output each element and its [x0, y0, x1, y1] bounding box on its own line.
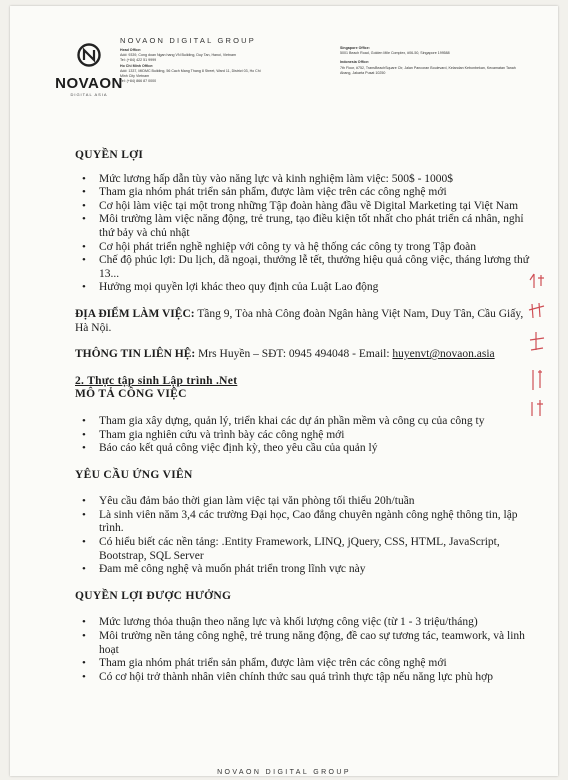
list-item: • Đam mê công nghệ và muốn phát triển trong lĩnh vực này: [75, 563, 535, 577]
list-item: • Tham gia nghiên cứu và trình bày các công nghệ mới: [75, 429, 535, 443]
list-item: • Tham gia nhóm phát triển sản phẩm, được làm việc trên các công nghệ mới: [75, 186, 535, 200]
job-benefits-list: [75, 616, 535, 684]
office-title: Ho Chi Minh Office:: [120, 63, 154, 68]
company-name: NOVAON DIGITAL GROUP: [120, 36, 256, 45]
benefits-heading: QUYỀN LỢI: [75, 149, 144, 161]
office-line: 7th Floor, #752, TransBeachSquare Ctr, Jalan Pancoran Boulevard, Kelandan Kebonbekan, Kecamatan Tanah: [340, 65, 516, 70]
list-item: • Môi trường nền tảng công nghệ, trẻ trung năng động, đề cao sự tương tác, teamwork, và linh hoạt: [75, 630, 535, 657]
office-line: Tel: (+84) 422 51 9999: [120, 58, 157, 63]
document-body: [75, 149, 535, 684]
list-item: • Môi trường làm việc năng động, trẻ trung, tạo điều kiện tốt nhất cho phát triển cá nhân, nghỉ thứ bảy và chủ nhật: [75, 213, 535, 240]
list-item: • Có cơ hội trở thành nhân viên chính thức sau quá trình thực tập nếu năng lực phù hợp: [75, 671, 535, 685]
list-item: • Là sinh viên năm 3,4 các trường Đại học, Cao đẳng chuyên ngành công nghệ thông tin, lập trình.: [75, 509, 535, 536]
benefits-list: [75, 173, 535, 295]
footer-company-name: NOVAON DIGITAL GROUP: [217, 769, 351, 776]
office-line: Minh City Vietnam: [120, 74, 150, 79]
job-description-list: [75, 415, 535, 456]
job-description-heading: MÔ TẢ CÔNG VIỆC: [75, 388, 187, 401]
list-item: • Hưởng mọi quyền lợi khác theo quy định của Luật Lao động: [75, 281, 535, 295]
document-page: [10, 6, 558, 776]
list-item: • Mức lương thỏa thuận theo năng lực và khối lượng công việc (từ 1 - 3 triệu/tháng): [75, 616, 535, 630]
work-location: [75, 308, 535, 335]
office-addresses-right: [340, 46, 530, 76]
office-line: Tel: (+84) 866 87 0000: [120, 79, 157, 84]
list-item: • Cơ hội phát triển nghề nghiệp với công ty và hệ thống các công ty trong Tập đoàn: [75, 241, 535, 255]
logo-name: NOVAON: [55, 75, 123, 92]
contact-label: THÔNG TIN LIÊN HỆ:: [75, 348, 196, 361]
contact-value: Mrs Huyền – SĐT: 0945 494048 - Email:: [198, 348, 390, 361]
contact-email-link[interactable]: huyenvt@novaon.asia: [392, 348, 495, 361]
list-item: • Tham gia nhóm phát triển sản phẩm, được làm việc trên các công nghệ mới: [75, 657, 535, 671]
list-item: • Cơ hội làm việc tại một trong những Tập đoàn hàng đầu về Digital Marketing tại Việt Nam: [75, 200, 535, 214]
office-line: Abang, Jakarta Pusat 10250: [340, 70, 386, 75]
requirements-heading: YÊU CẦU ỨNG VIÊN: [75, 468, 193, 481]
list-item: • Mức lương hấp dẫn tùy vào năng lực và kinh nghiệm làm việc: 500$ - 1000$: [75, 173, 535, 187]
work-location-label: ĐỊA ĐIỂM LÀM VIỆC:: [75, 307, 195, 320]
office-title: Head Office:: [120, 48, 142, 52]
job-benefits-heading: QUYỀN LỢI ĐƯỢC HƯỞNG: [75, 589, 232, 602]
office-line: 5001 Beach Road, Golden Mile Complex, #06-50, Singapore 199588: [340, 51, 450, 56]
job-title: 2. Thực tập sinh Lập trình .Net: [75, 374, 238, 387]
requirements-list: [75, 495, 535, 577]
office-addresses-left: [120, 48, 310, 84]
novaon-logo-icon: [76, 42, 102, 68]
list-item: • Tham gia xây dựng, quản lý, triển khai các dự án phần mềm và công cụ của công ty: [75, 415, 535, 429]
list-item: • Có hiểu biết các nền tảng: .Entity Framework, LINQ, jQuery, CSS, HTML, JavaScript, Bootstrap, SQL Server: [75, 536, 535, 563]
office-title: Singapore Office:: [340, 46, 370, 50]
logo-subtitle: DIGITAL ASIA: [70, 92, 108, 97]
office-title: Indonesia Office:: [340, 60, 370, 65]
work-location-value: Tầng 9, Tòa nhà Công đoàn Ngân hàng Việt Nam, Duy Tân, Cầu Giấy, Hà Nội.: [75, 307, 524, 334]
company-logo: [54, 42, 124, 97]
handwritten-mark-icon: [524, 270, 550, 420]
office-line: Add: 9339, Cong doan Ngan hang VN Building, Duy Tan, Hanoi, Vietnam: [120, 53, 236, 58]
list-item: • Yêu cầu đảm bảo thời gian làm việc tại văn phòng tối thiểu 20h/tuần: [75, 495, 535, 509]
contact-info: [75, 348, 535, 362]
list-item: • Báo cáo kết quả công việc định kỳ, theo yêu cầu của quản lý: [75, 442, 535, 456]
list-item: • Chế độ phúc lợi: Du lịch, dã ngoại, thưởng lễ tết, thưởng hiệu quả công việc, tháng lương thứ 13...: [75, 254, 535, 281]
office-line: Add: 1337, MIDMC Building, 56 Cach Mang Thang 8 Street, Ward 11, District 03, Ho Chi: [120, 68, 261, 73]
